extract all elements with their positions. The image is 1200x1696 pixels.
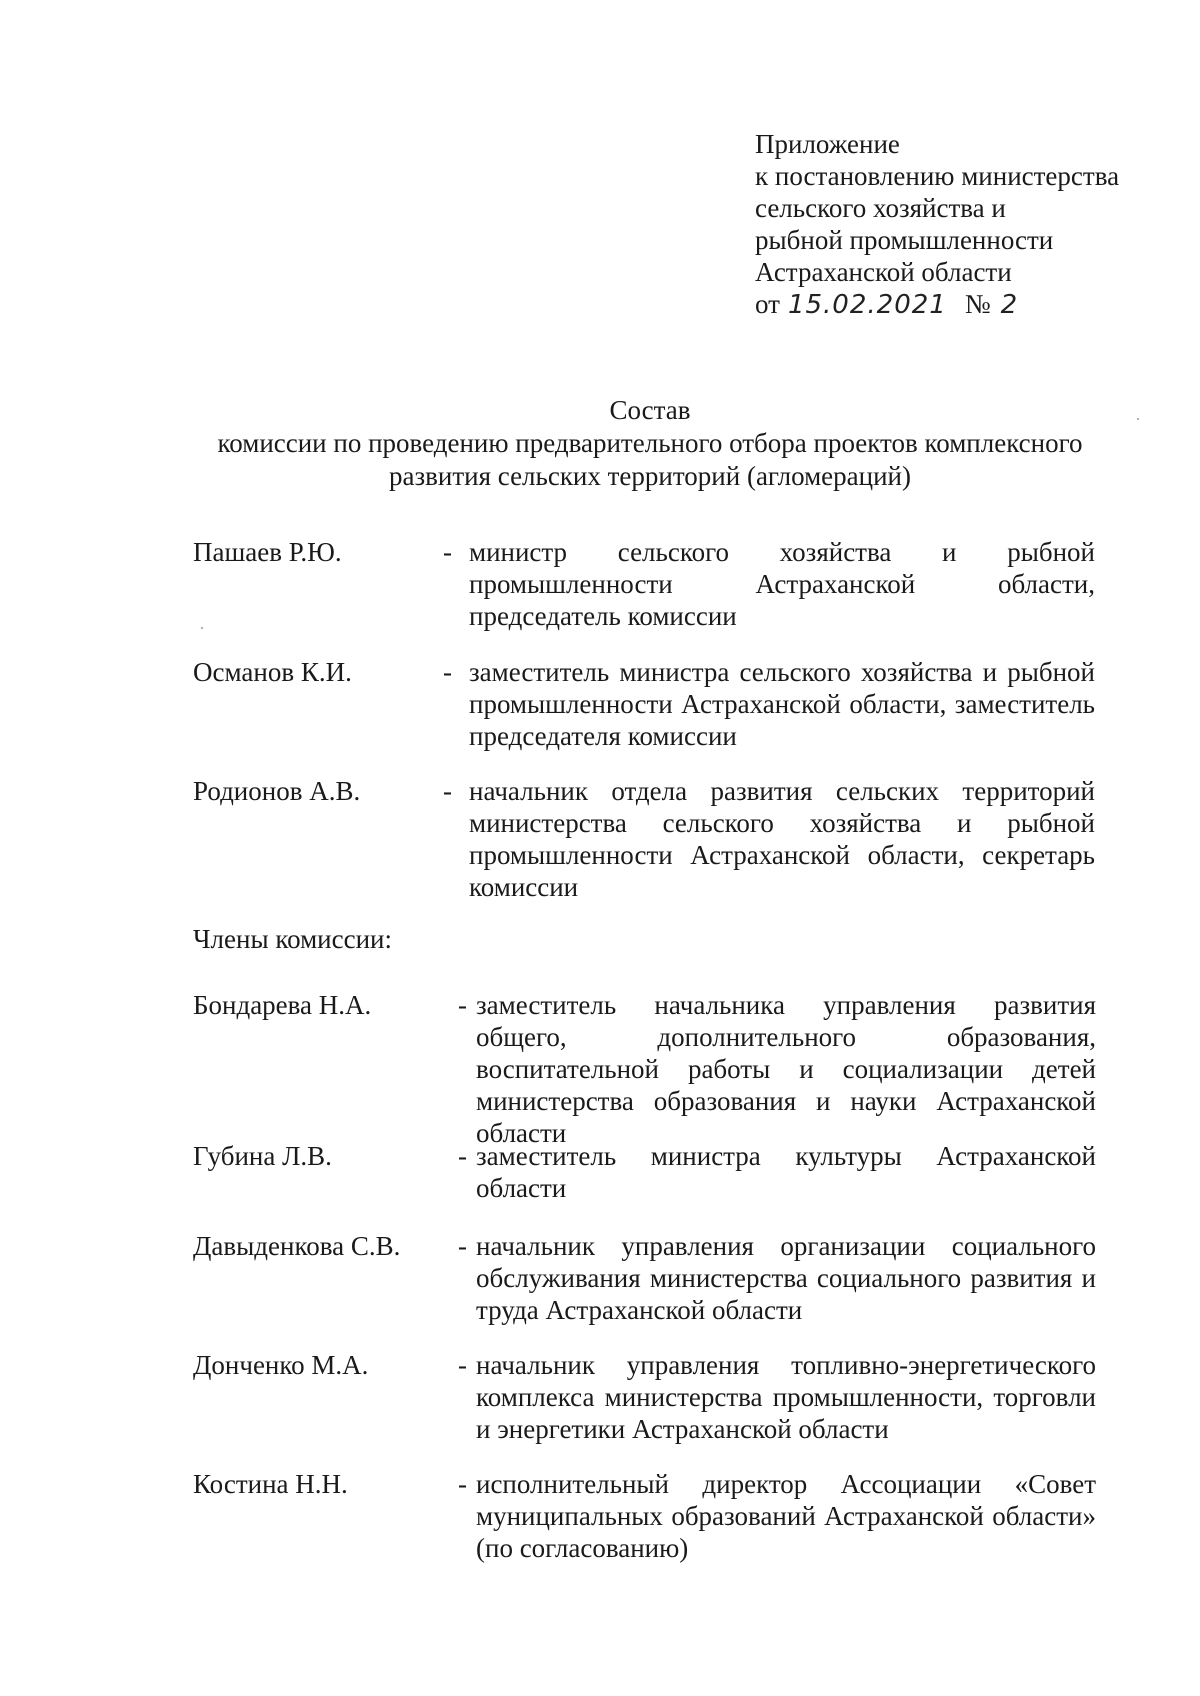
- member-dash: -: [443, 776, 452, 806]
- member-dash: -: [443, 537, 452, 567]
- member-dash: -: [458, 1141, 467, 1171]
- member-name: Донченко М.А.: [193, 1350, 369, 1380]
- date-prefix: от: [755, 289, 780, 319]
- document-heading: [180, 394, 1120, 493]
- appendix-block: [755, 128, 1175, 324]
- member-name: Костина Н.Н.: [193, 1469, 348, 1499]
- member-name: Османов К.И.: [193, 657, 352, 687]
- appendix-line: к постановлению министерства: [755, 161, 1120, 191]
- member-name: Бондарева Н.А.: [193, 990, 372, 1020]
- scan-speck: [201, 627, 203, 629]
- member-name: Губина Л.В.: [193, 1141, 332, 1171]
- appendix-date-line: [755, 288, 1175, 324]
- member-description: заместитель министра культуры Астраханской области: [476, 1141, 1096, 1203]
- member-description: начальник управления топливно-энергетического комплекса министерства промышленности, торговли и энергетики Астраханской области: [476, 1350, 1096, 1444]
- member-description: министр сельского хозяйства и рыбной промышленности Астраханской области, председатель комиссии: [469, 537, 1095, 631]
- member-dash: -: [443, 657, 452, 687]
- member-name: Пашаев Р.Ю.: [193, 537, 342, 567]
- member-description: заместитель министра сельского хозяйства и рыбной промышленности Астраханской области, заместитель председателя комиссии: [469, 657, 1095, 751]
- appendix-line: Астраханской области: [755, 257, 1012, 287]
- member-description: начальник управления организации социального обслуживания министерства социального развития и труда Астраханской области: [476, 1231, 1096, 1325]
- number-sign: №: [964, 289, 991, 319]
- handwritten-number: 2: [1000, 290, 1019, 320]
- appendix-line: рыбной промышленности: [755, 225, 1054, 255]
- appendix-line: сельского хозяйства и: [755, 193, 1006, 223]
- member-description: заместитель начальника управления развития общего, дополнительного образования, воспитательной работы и социализации детей министерства образования и науки Астраханской области: [476, 990, 1096, 1148]
- members-label: Члены комиссии:: [193, 924, 392, 954]
- heading-title: Состав: [609, 395, 691, 425]
- scan-speck: [1137, 418, 1139, 420]
- member-name: Родионов А.В.: [193, 776, 361, 806]
- handwritten-date: 15.02.2021: [787, 290, 947, 320]
- appendix-line: Приложение: [755, 129, 900, 159]
- member-description: начальник отдела развития сельских территорий министерства сельского хозяйства и рыбной промышленности Астраханской области, секретарь комиссии: [469, 776, 1095, 902]
- member-name: Давыденкова С.В.: [193, 1231, 401, 1261]
- heading-line: развития сельских территорий (агломераций): [388, 461, 911, 491]
- member-description: исполнительный директор Ассоциации «Совет муниципальных образований Астраханской области» (по согласованию): [476, 1469, 1096, 1563]
- member-dash: -: [458, 1350, 467, 1380]
- heading-line: комиссии по проведению предварительного отбора проектов комплексного: [217, 428, 1083, 458]
- member-dash: -: [458, 1231, 467, 1261]
- member-dash: -: [458, 1469, 467, 1499]
- member-dash: -: [458, 990, 467, 1020]
